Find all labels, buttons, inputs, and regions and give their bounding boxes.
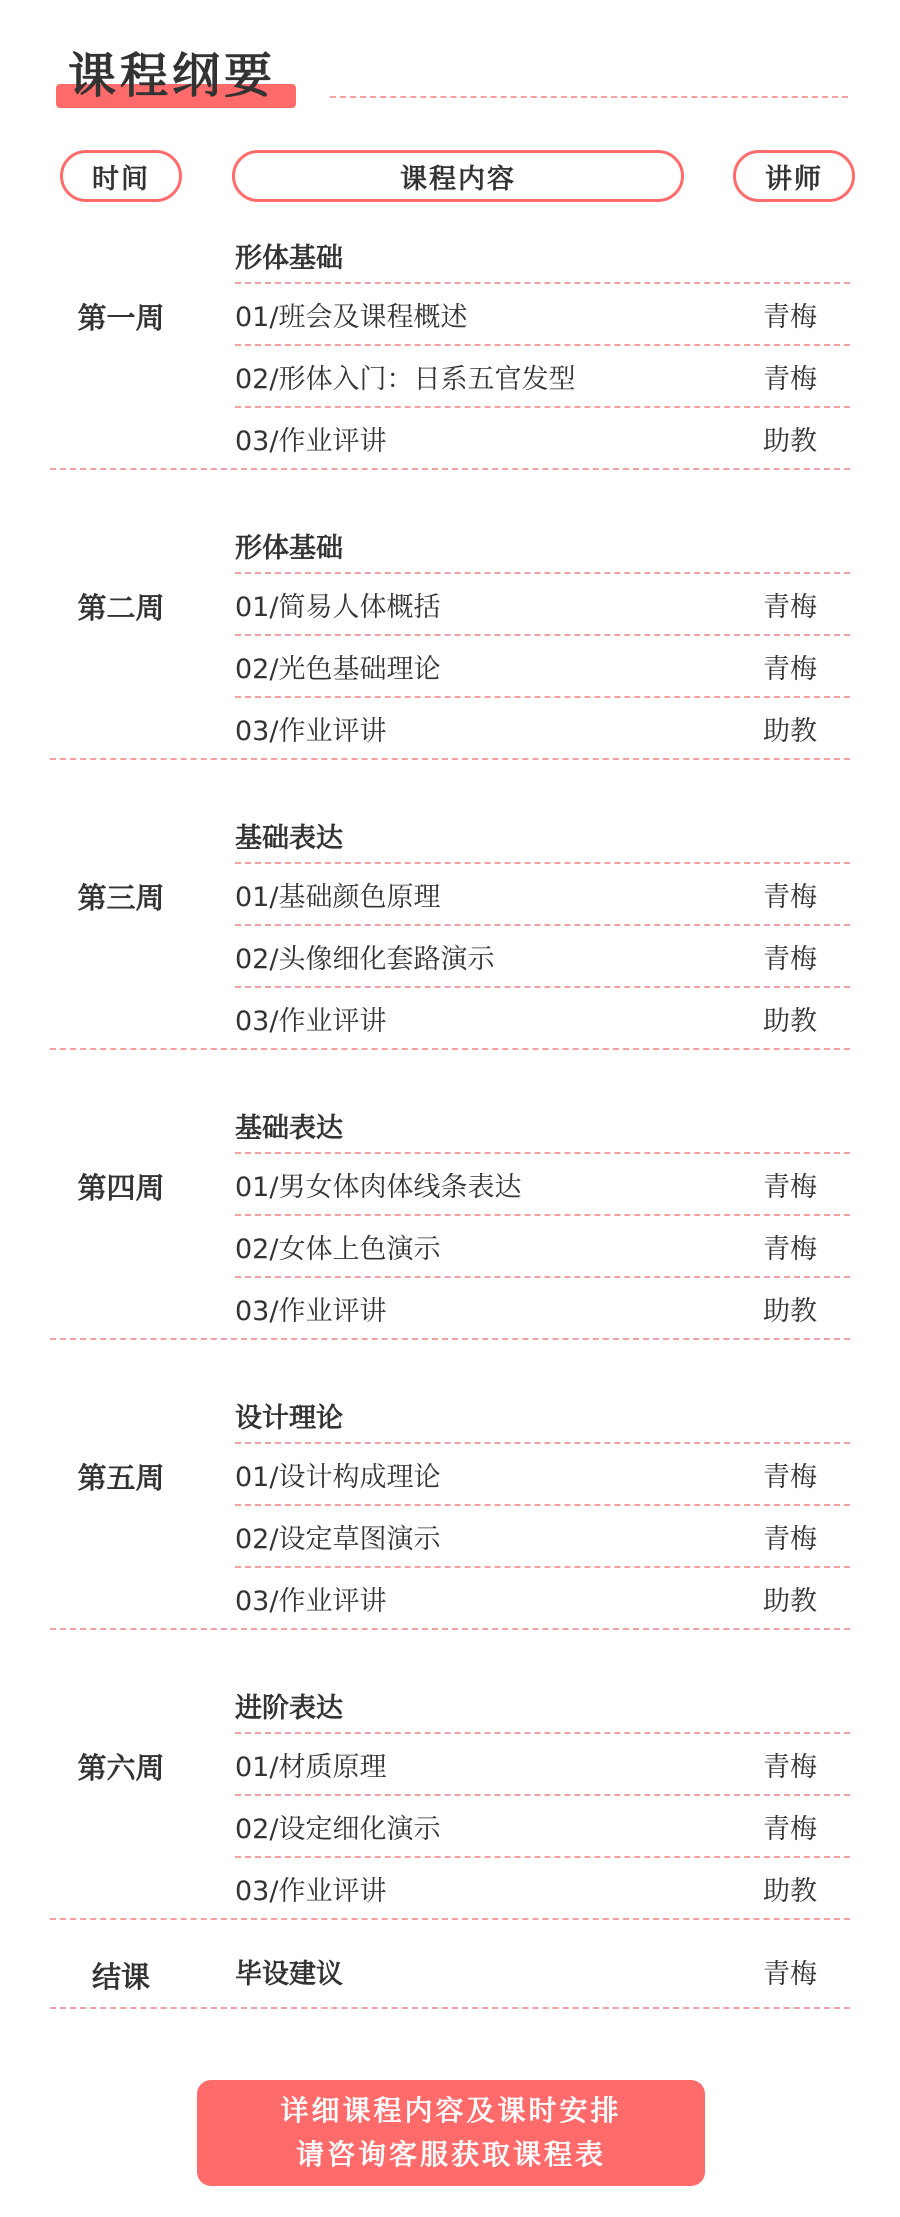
header-teacher: 讲师	[733, 150, 855, 202]
course-item: 01/材质原理	[235, 1751, 387, 1783]
week-label: 第六周	[77, 1751, 165, 1785]
course-item: 01/班会及课程概述	[235, 301, 468, 333]
course-teacher: 助教	[763, 1005, 817, 1037]
course-teacher: 助教	[763, 715, 817, 747]
course-item: 01/基础颜色原理	[235, 881, 441, 913]
course-item: 03/作业评讲	[235, 1585, 387, 1617]
title-divider	[330, 96, 848, 98]
header-content: 课程内容	[232, 150, 684, 202]
week-label: 第二周	[77, 591, 165, 625]
course-row	[235, 636, 850, 696]
cta-line-2: 请咨询客服获取课程表	[295, 2138, 606, 2171]
course-teacher: 青梅	[763, 1233, 817, 1265]
course-teacher: 青梅	[763, 1523, 817, 1555]
course-item: 02/光色基础理论	[235, 653, 441, 685]
course-teacher: 青梅	[763, 363, 817, 395]
course-item: 02/设定细化演示	[235, 1813, 441, 1845]
course-item: 03/作业评讲	[235, 1005, 387, 1037]
section-title: 形体基础	[235, 533, 343, 564]
week-label: 第一周	[77, 301, 165, 335]
week-label: 第五周	[77, 1461, 165, 1495]
course-row	[235, 1568, 850, 1628]
course-teacher: 助教	[763, 1295, 817, 1327]
course-item: 03/作业评讲	[235, 425, 387, 457]
section-title: 形体基础	[235, 243, 343, 274]
course-item: 02/设定草图演示	[235, 1523, 441, 1555]
course-row	[235, 1444, 850, 1504]
course-item: 03/作业评讲	[235, 1295, 387, 1327]
course-row	[235, 574, 850, 634]
course-teacher: 助教	[763, 1585, 817, 1617]
course-row	[235, 1796, 850, 1856]
header-time: 时间	[60, 150, 182, 202]
course-teacher: 青梅	[763, 591, 817, 623]
week-divider	[50, 468, 850, 470]
course-row	[235, 864, 850, 924]
week-divider	[50, 1918, 850, 1920]
final-item: 毕设建议	[235, 1958, 343, 1990]
course-row	[235, 1216, 850, 1276]
section-title: 基础表达	[235, 823, 343, 854]
course-row	[235, 284, 850, 344]
week-divider	[50, 758, 850, 760]
course-row	[235, 1154, 850, 1214]
course-teacher: 青梅	[763, 1751, 817, 1783]
course-row	[235, 1506, 850, 1566]
final-divider	[50, 2007, 850, 2009]
course-item: 03/作业评讲	[235, 1875, 387, 1907]
course-item: 01/简易人体概括	[235, 591, 441, 623]
cta-line-1: 详细课程内容及课时安排	[280, 2094, 622, 2127]
final-row	[235, 1941, 850, 2001]
course-teacher: 助教	[763, 1875, 817, 1907]
course-row	[235, 408, 850, 468]
page-title: 课程纲要	[68, 48, 277, 104]
course-item: 02/女体上色演示	[235, 1233, 441, 1265]
course-row	[235, 926, 850, 986]
final-label: 结课	[91, 1960, 150, 1994]
course-teacher: 青梅	[763, 1813, 817, 1845]
page-title-block	[56, 44, 276, 108]
week-label: 第三周	[77, 881, 165, 915]
course-teacher: 青梅	[763, 1461, 817, 1493]
final-teacher: 青梅	[763, 1958, 817, 1990]
course-teacher: 青梅	[763, 301, 817, 333]
section-title: 设计理论	[235, 1403, 343, 1434]
course-teacher: 青梅	[763, 653, 817, 685]
course-row	[235, 1734, 850, 1794]
week-divider	[50, 1338, 850, 1340]
course-item: 01/男女体肉体线条表达	[235, 1171, 522, 1203]
course-teacher: 青梅	[763, 943, 817, 975]
course-item: 02/头像细化套路演示	[235, 943, 495, 975]
course-item: 02/形体入门：日系五官发型	[235, 363, 576, 395]
course-teacher: 青梅	[763, 881, 817, 913]
section-title: 进阶表达	[235, 1693, 343, 1724]
contact-service-banner[interactable]	[197, 2080, 705, 2186]
course-row	[235, 346, 850, 406]
course-row	[235, 1278, 850, 1338]
week-divider	[50, 1628, 850, 1630]
course-item: 03/作业评讲	[235, 715, 387, 747]
section-title: 基础表达	[235, 1113, 343, 1144]
course-teacher: 青梅	[763, 1171, 817, 1203]
week-label: 第四周	[77, 1171, 165, 1205]
week-divider	[50, 1048, 850, 1050]
course-row	[235, 988, 850, 1048]
course-item: 01/设计构成理论	[235, 1461, 441, 1493]
course-row	[235, 1858, 850, 1918]
course-teacher: 助教	[763, 425, 817, 457]
course-row	[235, 698, 850, 758]
